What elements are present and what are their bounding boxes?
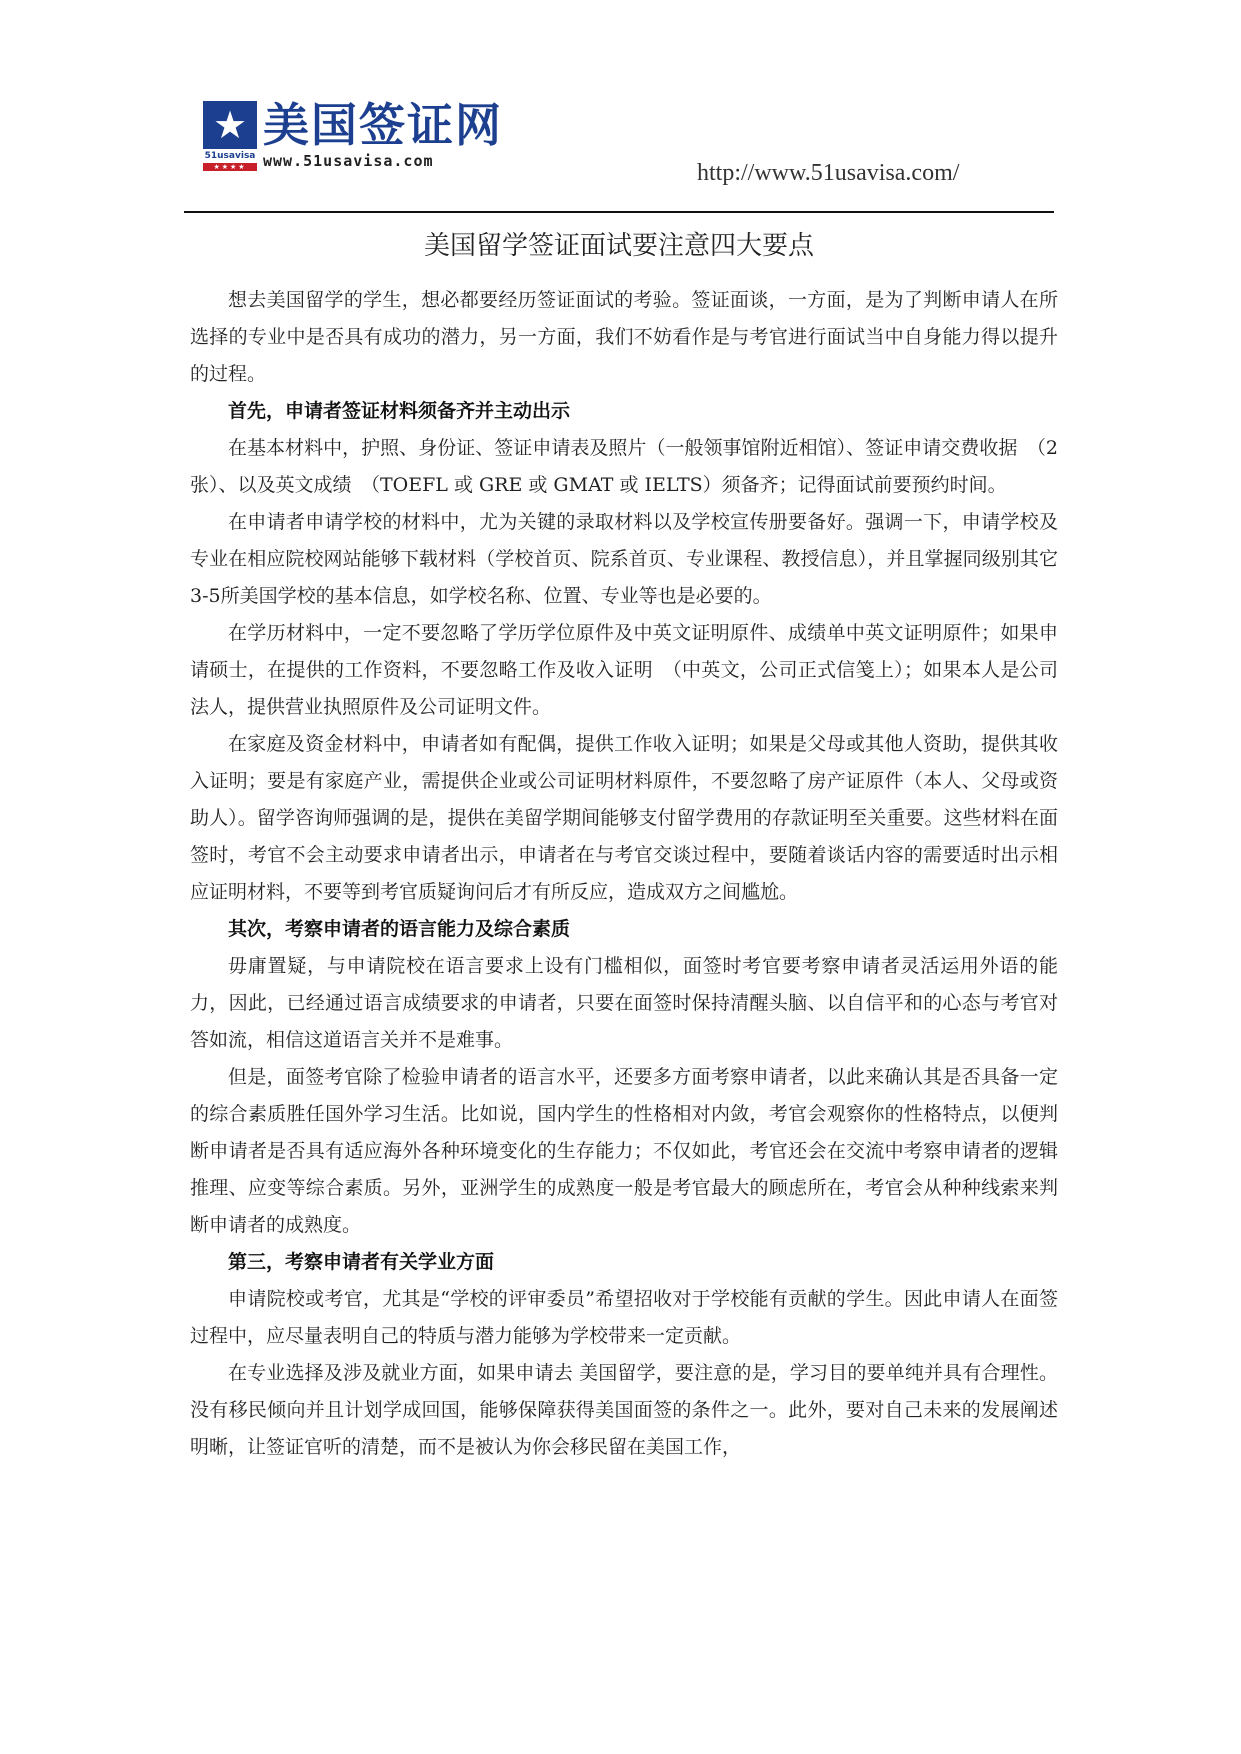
logo-url: www.51usavisa.com: [263, 152, 434, 170]
article-title: 美国留学签证面试要注意四大要点: [423, 231, 814, 261]
header-divider: [184, 211, 1054, 213]
paragraph: 在基本材料中，护照、身份证、签证申请表及照片（一般领事馆附近相馆）、签证申请交费收据 （2张）、以及英文成绩 （TOEFL 或 GRE 或 GMAT 或 IELTS）须备齐；记得面试前要预约时间。: [190, 437, 1058, 496]
paragraph: 但是，面签考官除了检验申请者的语言水平，还要多方面考察申请者，以此来确认其是否具备一定的综合素质胜任国外学习生活。比如说，国内学生的性格相对内敛，考官会观察你的性格特点，以便判断申请者是否具有适应海外各种环境变化的生存能力；不仅如此，考官还会在交流中考察申请者的逻辑推理、应变等综合素质。另外，亚洲学生的成熟度一般是考官最大的顾虑所在，考官会从种种线索来判断申请者的成熟度。: [190, 1066, 1058, 1236]
paragraph: 在家庭及资金材料中，申请者如有配偶，提供工作收入证明；如果是父母或其他人资助，提供其收入证明；要是有家庭产业，需提供企业或公司证明材料原件，不要忽略了房产证原件（本人、父母或资助人）。留学咨询师强调的是，提供在美留学期间能够支付留学费用的存款证明至关重要。这些材料在面签时，考官不会主动要求申请者出示，申请者在与考官交谈过程中，要随着谈话内容的需要适时出示相应证明材料，不要等到考官质疑询问后才有所反应，造成双方之间尴尬。: [190, 733, 1058, 903]
site-url-link[interactable]: http://www.51usavisa.com/: [697, 160, 960, 186]
section-heading: 第三，考察申请者有关学业方面: [228, 1251, 495, 1273]
section-heading: 其次，考察申请者的语言能力及综合素质: [228, 918, 571, 940]
paragraph: 在专业选择及涉及就业方面，如果申请去 美国留学，要注意的是，学习目的要单纯并具有合理性。没有移民倾向并且计划学成回国，能够保障获得美国面签的条件之一。此外，要对自己未来的发展阐述明晰，让签证官听的清楚，而不是被认为你会移民留在美国工作，: [190, 1362, 1058, 1458]
section-heading: 首先，申请者签证材料须备齐并主动出示: [228, 400, 571, 422]
logo-title: 美国签证网: [263, 98, 503, 152]
paragraph: 申请院校或考官，尤其是“学校的评审委员”希望招收对于学校能有贡献的学生。因此申请人在面签过程中，应尽量表明自己的特质与潜力能够为学校带来一定贡献。: [190, 1288, 1058, 1347]
paragraph: 毋庸置疑，与申请院校在语言要求上设有门槛相似，面签时考官要考察申请者灵活运用外语的能力，因此，已经通过语言成绩要求的申请者，只要在面签时保持清醒头脑、以自信平和的心态与考官对答如流，相信这道语言关并不是难事。: [190, 955, 1058, 1051]
paragraph: 在申请者申请学校的材料中，尤为关键的录取材料以及学校宣传册要备好。强调一下，申请学校及专业在相应院校网站能够下载材料（学校首页、院系首页、专业课程、教授信息），并且掌握同级别其它3-5所美国学校的基本信息，如学校名称、位置、专业等也是必要的。: [190, 511, 1058, 607]
star-badge-icon: ★ 51usavisa ★★★★: [204, 103, 256, 171]
logo-brand-small: 51usavisa: [204, 151, 256, 161]
paragraph: 想去美国留学的学生，想必都要经历签证面试的考验。签证面谈，一方面，是为了判断申请人在所选择的专业中是否具有成功的潜力，另一方面，我们不妨看作是与考官进行面试当中自身能力得以提升的过程。: [190, 289, 1058, 385]
site-logo[interactable]: [203, 98, 508, 173]
paragraph: 在学历材料中，一定不要忽略了学历学位原件及中英文证明原件、成绩单中英文证明原件；如果申请硕士，在提供的工作资料，不要忽略工作及收入证明 （中英文，公司正式信笺上）；如果本人是公司法人，提供营业执照原件及公司证明文件。: [190, 622, 1058, 718]
article-body: [190, 282, 1058, 1466]
